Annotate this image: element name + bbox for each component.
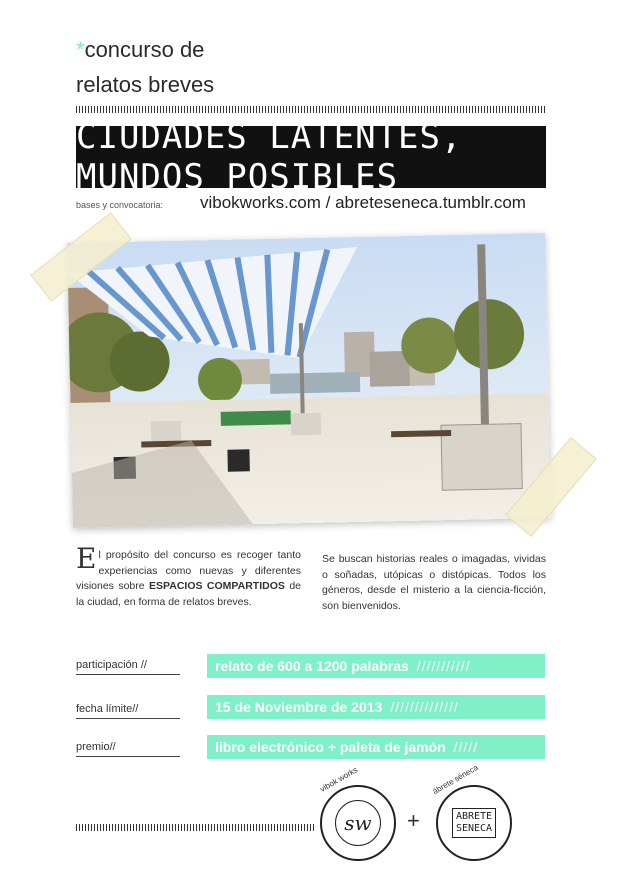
bases-urls[interactable]: vibokworks.com / abreteseneca.tumblr.com <box>200 193 526 212</box>
bar-participacion <box>207 654 545 678</box>
asterisk: * <box>76 37 85 62</box>
description-col-2: Se buscan historias reales o imagadas, vividas o soñadas, utópicas o distópicas. Todos los géneros, desde el misterio a la ciencia-ficción, son bienvenidos. <box>322 553 546 612</box>
bases-label: bases y convocatoria: <box>76 200 164 210</box>
col1-text-a: l propósito del concurso es recoger tanto experiencias como nuevas y diferentes visiones sobre <box>76 549 301 592</box>
abrete-logo <box>436 785 512 861</box>
vibok-logo-inner <box>335 800 381 846</box>
label-fecha: fecha límite// <box>76 703 180 719</box>
slashes-fecha: ////////////// <box>390 699 459 715</box>
vibok-arc-text: vibok works <box>318 765 360 794</box>
value-premio: libro electrónico + paleta de jamón <box>215 739 446 755</box>
bar-premio <box>207 735 545 759</box>
header-line-2: relatos breves <box>76 72 215 97</box>
page-title: CIUDADES LATENTES, MUNDOS POSIBLES <box>76 126 546 188</box>
plus-sign: + <box>407 808 420 833</box>
value-participacion: relato de 600 a 1200 palabras <box>215 658 409 674</box>
bar-fecha <box>207 695 545 719</box>
header-text-1: concurso de <box>84 37 205 62</box>
description-col-1 <box>76 542 301 610</box>
slashes-participacion: /////////// <box>416 658 471 674</box>
abrete-logo-line1: ABRETE <box>455 811 493 822</box>
vibok-logo-text: sw <box>344 811 372 835</box>
label-participacion: participación // <box>76 659 180 675</box>
label-premio: premio// <box>76 741 180 757</box>
abrete-logo-line2: SENECA <box>455 823 493 834</box>
dropcap: E <box>76 542 97 575</box>
value-fecha: 15 de Noviembre de 2013 <box>215 699 383 715</box>
col1-text-b: de la ciudad, en forma de relatos breves. <box>76 580 301 608</box>
photo-plaza-icon <box>67 233 551 528</box>
abrete-logo-box <box>452 808 496 838</box>
abrete-arc-text: ábrete séneca <box>431 762 480 797</box>
vibok-logo <box>320 785 396 861</box>
plaza-photo <box>67 233 551 528</box>
slashes-premio: ///// <box>453 739 479 755</box>
col1-emphasis: ESPACIOS COMPARTIDOS <box>149 580 285 592</box>
divider-bottom-left <box>76 824 316 831</box>
divider-top <box>76 106 546 113</box>
header-line-1 <box>76 37 204 63</box>
